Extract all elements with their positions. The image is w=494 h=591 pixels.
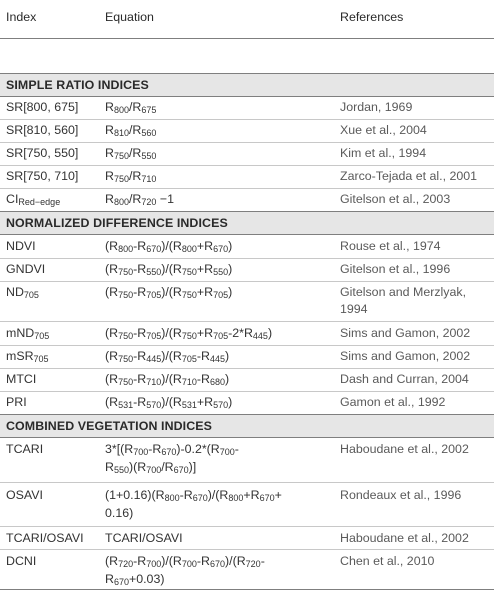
equation-cell: $R_{800}/R_{675}$: [105, 100, 157, 115]
index-cell: TCARI/OSAVI: [6, 531, 84, 545]
table-row: [0, 142, 494, 165]
section-title: SIMPLE RATIO INDICES: [6, 78, 149, 92]
equation-cell: $R_{670}+0.03$): [105, 572, 165, 587]
section-normalized: [0, 212, 494, 234]
reference-cell: Zarco-Tejada et al., 2001: [340, 169, 478, 183]
equation-cell: $(R_{750}-R_{445})/(R_{705}-R_{445})$: [105, 349, 230, 364]
table-row: [0, 281, 494, 321]
equation-cell: $(R_{750}-R_{710})/(R_{710}-R_{680})$: [105, 372, 230, 387]
equation-cell: $(R_{750}-R_{705})/(R_{750}+R_{705})$: [105, 285, 233, 300]
table-row: [0, 235, 494, 258]
table-row: [0, 368, 494, 391]
reference-cell: Jordan, 1969: [340, 100, 413, 114]
index-cell: OSAVI: [6, 488, 43, 502]
table-row: [0, 96, 494, 119]
reference-cell: Rondeaux et al., 1996: [340, 488, 462, 502]
index-cell: GNDVI: [6, 262, 46, 276]
equation-cell: $R_{810}/R_{560}$: [105, 123, 157, 138]
header-index: Index: [6, 10, 37, 24]
equation-cell: $(1+0.16)(R_{800}-R_{670})/(R_{800}+R_{670}+$: [105, 488, 282, 503]
reference-cell: Gitelson and Merzlyak,: [340, 285, 467, 299]
equation-cell: $(R_{800}-R_{670})/(R_{800}+R_{670})$: [105, 239, 233, 254]
header-equation: Equation: [105, 10, 154, 24]
index-cell: $ND_{705}$: [6, 285, 39, 300]
equation-cell: $R_{800}/R_{720} -1$: [105, 192, 174, 207]
table-header: [0, 0, 494, 40]
table-row: [0, 188, 494, 211]
divider: [0, 589, 494, 590]
equation-cell: $(R_{750}-R_{705})/(R_{750}+R_{705}-2*R_{445})$: [105, 326, 273, 341]
reference-cell: Sims and Gamon, 2002: [340, 349, 471, 363]
reference-cell: 1994: [340, 302, 368, 316]
reference-cell: Dash and Curran, 2004: [340, 372, 469, 386]
index-cell: $CI_{Red-edge}$: [6, 192, 61, 207]
section-title: NORMALIZED DIFFERENCE INDICES: [6, 216, 228, 230]
reference-cell: Chen et al., 2010: [340, 554, 435, 568]
table-row: [0, 321, 494, 345]
reference-cell: Rouse et al., 1974: [340, 239, 441, 253]
index-cell: SR[750, 710]: [6, 169, 79, 183]
section-simple-ratio: [0, 74, 494, 96]
table-row: [0, 165, 494, 188]
equation-cell: $(R_{720}-R_{700})/(R_{700}-R_{670})/(R_{720}-$: [105, 554, 265, 569]
equation-cell: $R_{750}/R_{710}$: [105, 169, 157, 184]
index-cell: SR[750, 550]: [6, 146, 79, 160]
equation-cell: TCARI/OSAVI: [105, 531, 183, 545]
reference-cell: Gamon et al., 1992: [340, 395, 446, 409]
equation-cell: 0.16): [105, 506, 134, 520]
index-cell: TCARI: [6, 442, 44, 456]
index-cell: SR[800, 675]: [6, 100, 79, 114]
table-row: [0, 438, 494, 482]
reference-cell: Sims and Gamon, 2002: [340, 326, 471, 340]
reference-cell: Gitelson et al., 1996: [340, 262, 451, 276]
index-cell: DCNI: [6, 554, 37, 568]
table-row: [0, 482, 494, 526]
equation-cell: $R_{750}/R_{550}$: [105, 146, 157, 161]
table-row: [0, 258, 494, 281]
reference-cell: Gitelson et al., 2003: [340, 192, 451, 206]
divider: [0, 73, 494, 74]
equation-cell: $(R_{750}-R_{550})/(R_{750}+R_{550})$: [105, 262, 233, 277]
index-cell: mND$_{705}$: [6, 326, 50, 341]
table-row: [0, 549, 494, 591]
equation-cell: $3*[(R_{700}-R_{670})-0.2*(R_{700}-$: [105, 442, 239, 457]
index-cell: MTCI: [6, 372, 37, 386]
divider: [0, 38, 494, 39]
index-cell: mSR$_{705}$: [6, 349, 49, 364]
table-row: [0, 119, 494, 142]
reference-cell: Xue et al., 2004: [340, 123, 427, 137]
equation-cell: $(R_{531}-R_{570})/(R_{531}+R_{570})$: [105, 395, 233, 410]
reference-cell: Haboudane et al., 2002: [340, 442, 469, 456]
header-references: References: [340, 10, 404, 24]
section-title: COMBINED VEGETATION INDICES: [6, 419, 213, 433]
reference-cell: Kim et al., 1994: [340, 146, 427, 160]
index-cell: NDVI: [6, 239, 36, 253]
index-cell: SR[810, 560]: [6, 123, 79, 137]
equation-cell: $R_{550})(R_{700}/R_{670})$]: [105, 460, 197, 475]
section-combined: [0, 415, 494, 437]
reference-cell: Haboudane et al., 2002: [340, 531, 469, 545]
table-row: [0, 526, 494, 549]
table-row: [0, 345, 494, 368]
index-cell: PRI: [6, 395, 27, 409]
table-row: [0, 391, 494, 414]
